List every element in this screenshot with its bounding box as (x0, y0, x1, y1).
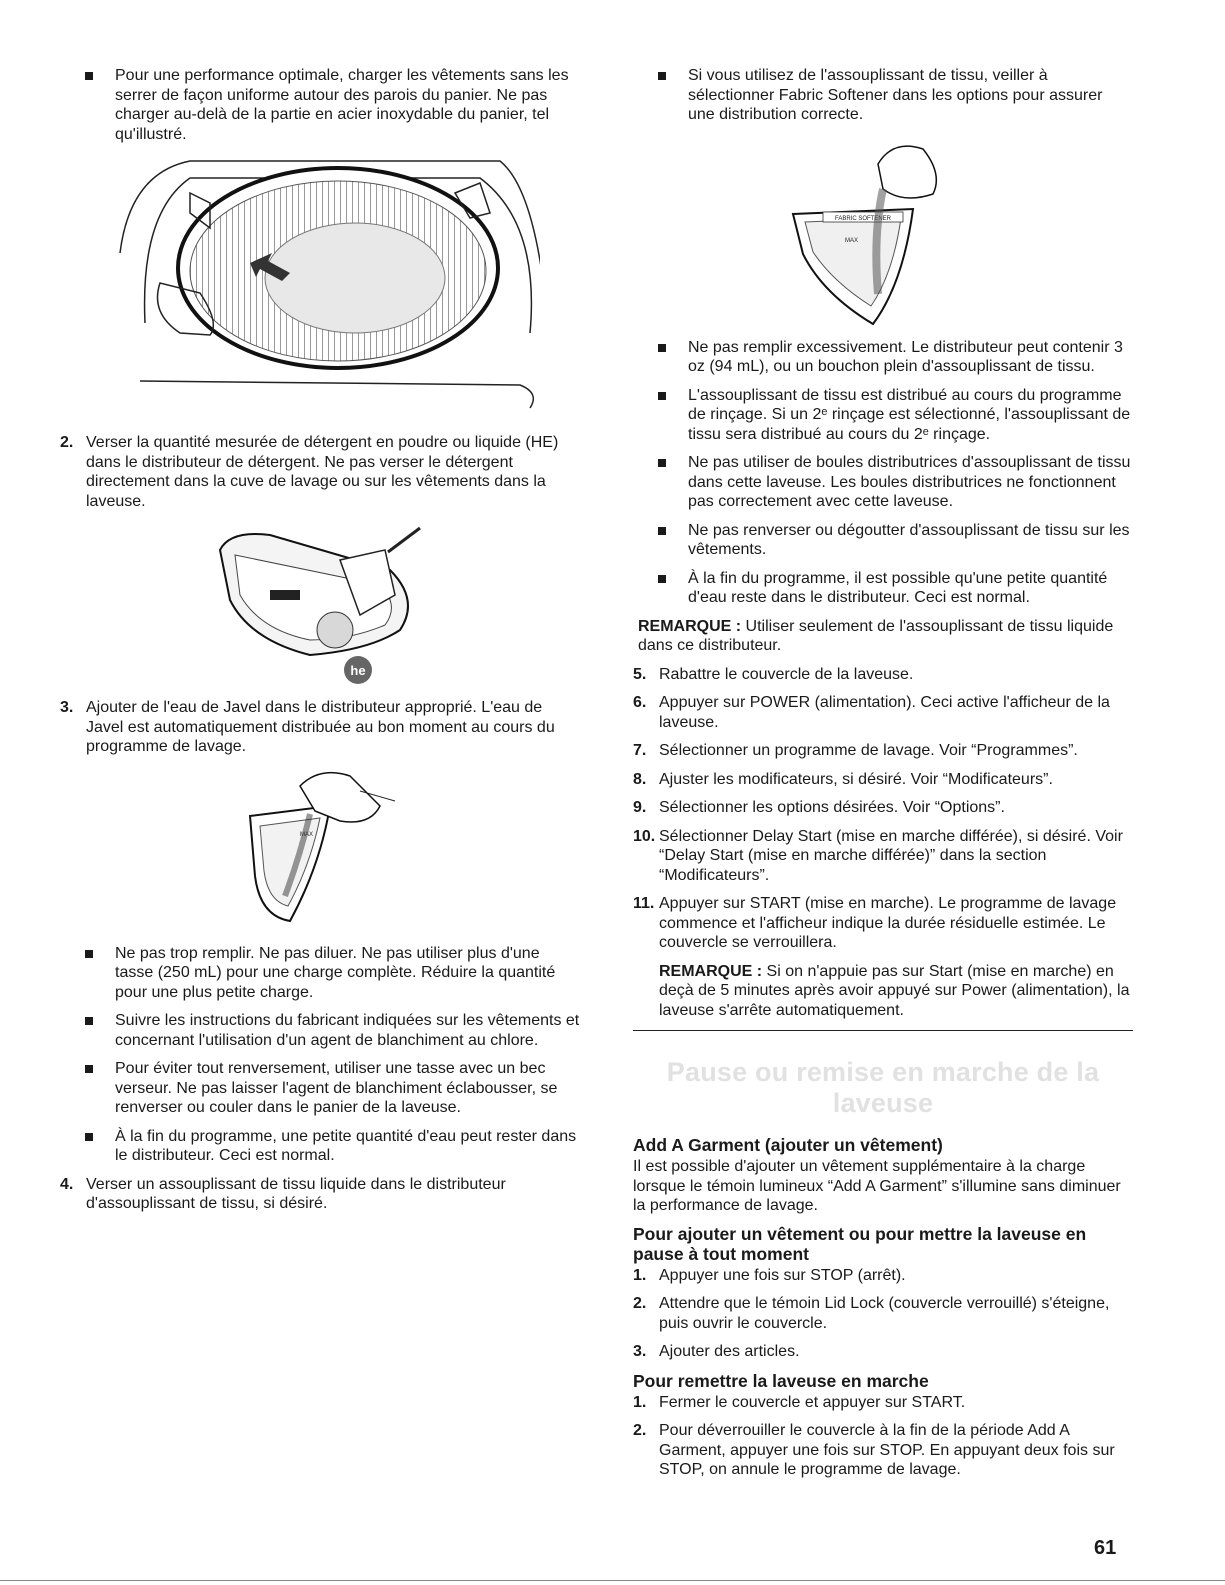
bullet-text: Suivre les instructions du fabricant indiquées sur les vêtements et concernant l'utilisation d'un agent de blanchiment au chlore. (115, 1012, 580, 1049)
bleach-max-label: MAX (300, 831, 314, 838)
step-text: Rabattre le couvercle de la laveuse. (659, 665, 914, 683)
list-item (633, 66, 1133, 125)
step-text: Appuyer une fois sur STOP (arrêt). (659, 1266, 906, 1284)
list-item (60, 944, 580, 1003)
bullet-text: Pour éviter tout renversement, utiliser une tasse avec un bec verseur. Ne pas laisser l'agent de blanchiment éclabousser, se renverser ou couler dans le panier de la laveuse. (115, 1060, 558, 1116)
step-3 (60, 698, 580, 757)
step-text: Attendre que le témoin Lid Lock (couvercle verrouillé) s'éteigne, puis ouvrir le couvercle. (659, 1295, 1110, 1332)
bullet-square (658, 344, 666, 352)
step-text: Ajouter des articles. (659, 1343, 800, 1360)
step-number: 1. (633, 1393, 647, 1411)
bullet-text: Ne pas utiliser de boules distributrices d'assouplissant de tissu dans cette laveuse. Les boules distributrices ne fonctionnent pas correctement avec cette laveuse. (688, 454, 1131, 510)
add-garment-text: Il est possible d'ajouter un vêtement supplémentaire à la charge lorsque le témoin lumineux “Add A Garment” s'illumine sans diminuer la performance de lavage. (633, 1158, 1121, 1214)
list-item (60, 1127, 580, 1166)
step-11 (633, 894, 1133, 953)
restart-step (633, 1393, 1133, 1413)
bullet-square (658, 392, 666, 400)
bullet-square (85, 950, 93, 958)
step-number: 11. (633, 895, 655, 912)
bullet-square (85, 72, 93, 80)
step-number: 4. (60, 1175, 74, 1193)
washer-basket-illustration (100, 153, 540, 423)
pause-step (633, 1294, 1133, 1333)
list-item (60, 1059, 580, 1118)
list-item (60, 66, 580, 144)
step-number: 2. (60, 434, 74, 451)
step-number: 2. (633, 1295, 647, 1312)
list-item (633, 386, 1133, 445)
bullet-square (85, 1065, 93, 1073)
step-text: Sélectionner les options désirées. Voir “Options”. (659, 799, 1005, 816)
step-8 (633, 770, 1133, 790)
step-number: 2. (633, 1422, 647, 1439)
restart-step (633, 1421, 1133, 1480)
list-item (633, 453, 1133, 512)
list-item (60, 1011, 580, 1050)
add-garment-heading: Add A Garment (ajouter un vêtement) (633, 1135, 943, 1155)
step-number: 8. (633, 770, 647, 788)
section-divider (633, 1030, 1133, 1031)
step-5 (633, 665, 1133, 685)
step-number: 5. (633, 665, 647, 683)
softener-max-label: MAX (845, 237, 859, 244)
step-text: Appuyer sur START (mise en marche). Le programme de lavage commence et l'afficheur indique la durée résiduelle estimée. Le couvercle se verrouillera. (659, 895, 1117, 951)
step-number: 3. (60, 699, 74, 716)
step-number: 1. (633, 1266, 647, 1284)
bullet-text: Ne pas trop remplir. Ne pas diluer. Ne pas utiliser plus d'une tasse (250 mL) pour une charge complète. Réduire la quantité pour une plus petite charge. (115, 944, 556, 1001)
list-item (633, 338, 1133, 377)
note-text: Utiliser seulement de l'assouplissant de tissu liquide dans ce distributeur. (638, 617, 1114, 654)
step-text: Verser un assouplissant de tissu liquide dans le distributeur d'assouplissant de tissu, si désiré. (86, 1175, 506, 1212)
bullet-text: Ne pas remplir excessivement. Le distributeur peut contenir 3 oz (94 mL), ou un bouchon plein d'assouplissant de tissu. (688, 338, 1123, 375)
note-label: REMARQUE : (659, 962, 763, 980)
step-number: 6. (633, 694, 647, 711)
page-bottom-rule (0, 1580, 1225, 1581)
section-title: Pause ou remise en marche de la laveuse (666, 1057, 1100, 1118)
bullet-square (658, 575, 666, 583)
pause-step (633, 1342, 1133, 1362)
note-text: Si on n'appuie pas sur Start (mise en marche) en deçà de 5 minutes après avoir appuyé sur Power (alimentation), la laveuse s'arrête automatiquement. (659, 962, 1130, 1019)
bullet-text: Si vous utilisez de l'assouplissant de tissu, veiller à sélectionner Fabric Softener dans les options pour assurer une distribution correcte. (688, 67, 1103, 123)
bleach-dispenser-illustration (230, 766, 410, 936)
step-text: Fermer le couvercle et appuyer sur START. (659, 1393, 966, 1411)
step-7 (633, 741, 1133, 761)
bullet-square (658, 72, 666, 80)
bullet-text: Pour une performance optimale, charger les vêtements sans les serrer de façon uniforme autour des parois du panier. Ne pas charger au-delà de la partie en acier inoxydable du panier, tel qu'illustré. (115, 67, 569, 143)
detergent-dispenser-illustration (210, 520, 430, 690)
bullet-square (658, 527, 666, 535)
step-text: Pour déverrouiller le couvercle à la fin de la période Add A Garment, appuyer une fois sur STOP. En appuyant deux fois sur STOP, on annule le programme de lavage. (659, 1422, 1115, 1478)
bullet-text: Ne pas renverser ou dégoutter d'assouplissant de tissu sur les vêtements. (688, 521, 1130, 558)
note-label: REMARQUE : (638, 617, 742, 635)
step-text: Sélectionner un programme de lavage. Voir “Programmes”. (659, 742, 1078, 759)
step-text: Ajouter de l'eau de Javel dans le distributeur approprié. L'eau de Javel est automatiquement distribuée au bon moment au cours du programme de lavage. (86, 699, 555, 755)
step-4 (60, 1175, 580, 1214)
step-text: Verser la quantité mesurée de détergent en poudre ou liquide (HE) dans le distributeur de détergent. Ne pas verser le détergent directement dans la cuve de lavage ou sur les vêtements dans la laveuse. (86, 434, 559, 510)
page-number: 61 (1094, 1537, 1117, 1559)
bullet-text: L'assouplissant de tissu est distribué au cours du programme de rinçage. Si un 2ᵉ rinçage est sélectionné, l'assouplissant de tissu sera distribué au cours du 2ᵉ rinçage. (688, 386, 1131, 443)
pause-heading: Pour ajouter un vêtement ou pour mettre la laveuse en pause à tout moment (633, 1223, 1087, 1264)
step-number: 7. (633, 742, 647, 759)
note (633, 617, 1133, 656)
list-item (633, 521, 1133, 560)
fabric-softener-dispenser-illustration (783, 134, 983, 334)
step-9 (633, 798, 1133, 818)
list-item (633, 569, 1133, 608)
step-text: Sélectionner Delay Start (mise en marche différée), si désiré. Voir “Delay Start (mise en marche différée)” dans la section “Modificateurs”. (659, 827, 1123, 884)
pause-step (633, 1266, 1133, 1286)
left-column (60, 66, 580, 1223)
step-number: 9. (633, 799, 647, 816)
step-number: 3. (633, 1343, 647, 1360)
restart-heading: Pour remettre la laveuse en marche (633, 1370, 929, 1391)
step-number: 10. (633, 827, 656, 845)
step-10 (633, 827, 1133, 886)
step-text: Appuyer sur POWER (alimentation). Ceci active l'afficheur de la laveuse. (659, 694, 1110, 731)
bullet-text: À la fin du programme, une petite quantité d'eau peut rester dans le distributeur. Ceci est normal. (115, 1127, 577, 1164)
bullet-square (658, 459, 666, 467)
bullet-text: À la fin du programme, il est possible qu'une petite quantité d'eau reste dans le distributeur. Ceci est normal. (688, 569, 1108, 606)
step-text: Ajuster les modificateurs, si désiré. Voir “Modificateurs”. (659, 770, 1053, 788)
bullet-square (85, 1133, 93, 1141)
note (633, 962, 1133, 1021)
step-2 (60, 433, 580, 511)
step-6 (633, 693, 1133, 732)
softener-dispenser-label: FABRIC SOFTENER (834, 215, 892, 222)
bullet-square (85, 1017, 93, 1025)
right-column (633, 66, 1133, 1489)
he-logo: he (350, 663, 366, 678)
